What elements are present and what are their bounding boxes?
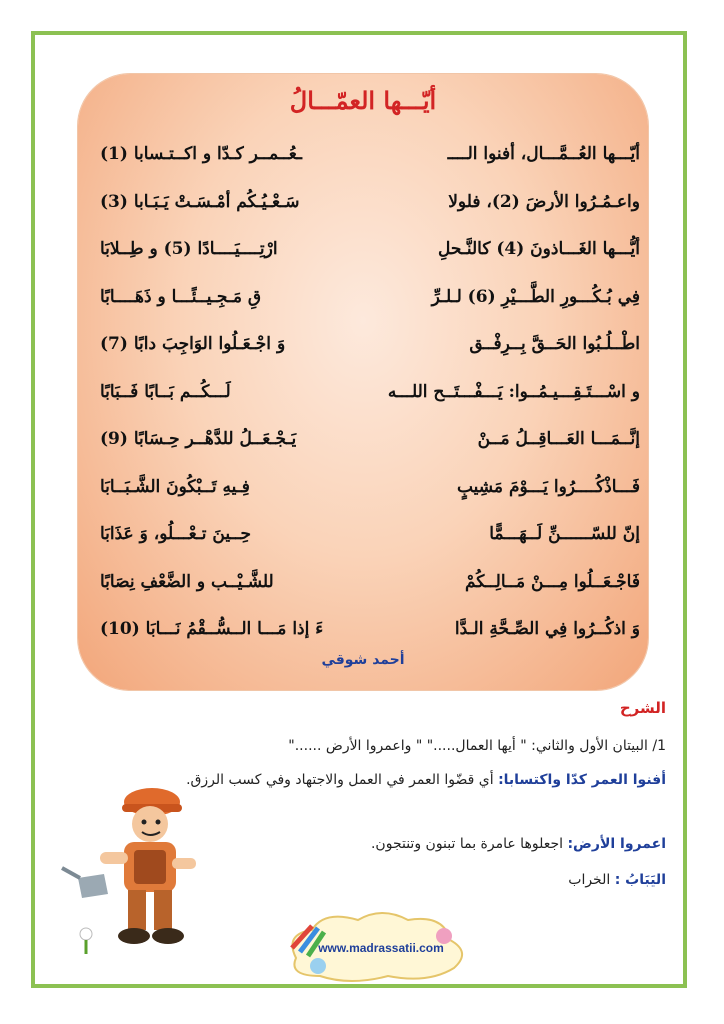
verse-line [100,287,640,317]
explanation-term: اليَبَابُ : [614,872,666,888]
verse-first-half: إنّ للسّــــــنِّ لَــهَـــمًّا [489,524,640,544]
verse-line [100,477,640,507]
verse-line [100,572,640,602]
verse-second-half: حِــينَ تـعْـــلُو، وَ عَذَابَا [100,524,251,544]
verse-second-half: لَـــكُــم بَــابًا فَــبَابًا [100,381,231,402]
worker-illustration [60,778,210,958]
verse-first-half: وَ اذكُــرُوا فِي الصِّـحَّةِ الـدَّا [454,619,640,639]
verse-second-half: وَ اجْـعَـلُوا الوَاجِبَ دابًا (7) [100,334,286,354]
verse-line [100,382,640,412]
verse-second-half: فِـيهِ تَــبْكُونَ الشَّـبَــابَا [100,476,250,497]
verse-first-half: فَـــاذْكُــــرُوا يَـــوْمَ مَشِيبٍ [456,476,640,497]
explanation-text: اجعلوها عامرة بما تبنون وتنتجون. [370,836,568,852]
verse-second-half: ءَ إذا مَـــا الــسُّــقْمُ نَـــابَا (10) [100,619,324,639]
explanation-term: أفنوا العمر كدّا واكتسابا: [498,772,666,788]
site-logo [278,906,474,986]
verse-second-half: للشَّـيْــب و الضَّعْفِ نِصَابًا [100,571,274,592]
verse-line [100,239,640,269]
verse-first-half: اطْــلُـبُوا الحَــقَّ بِــرِفْــق [469,334,640,354]
explanation-line1: 1/ البيتان الأول والثاني: " أيها العمال....." " واعمروا الأرض ......" [288,738,666,754]
verse-first-half: أيّـــها العُــمَّـــال، أفنوا الــــ [447,144,640,164]
verse-second-half: سَـعْـيُـكُم أمْـسَـتْ يَـبَـابا (3) [100,191,300,212]
verse-second-half: ـعُــمــر كـدّا و اكــتـسابا (1) [100,144,302,164]
verse-second-half: قِ مَـجِـيــئًـــا و ذَهَــــابًا [100,286,262,307]
verse-second-half: ارْتِــــيَــــادًا (5) و طِــلابَا [100,239,278,259]
poet-name: أحمد شوقي [321,652,405,668]
verse-first-half: أيُّـــها الغَـــاذونَ (4) كالنَّـحلِ [438,239,640,259]
verse-first-half: إنَّــمَـــا العَـــاقِــلُ مَــنْ [477,429,640,449]
verse-first-half: فِي بُـكُـــورِ الطَّـــيْرِ (6) لـلـرِّ [431,286,640,307]
verse-first-half: واعـمُـرُوا الأرضَ (2)، فلولا [448,191,640,212]
poem-title: أيّـــها العمّـــالُ [289,86,437,115]
verse-line [100,334,640,364]
verse-line [100,619,640,649]
explanation-text: أي قضّوا العمر في العمل والاجتهاد وفي كسب الرزق. [186,772,499,788]
verse-first-half: و اسْـــتَـقِـــيـمُــوا: يَـــفْـــتَــح اللـــه [387,381,640,402]
explanation-heading: الشرح [619,699,666,717]
verse-line [100,192,640,222]
logo-text: www.madrassatii.com [318,941,444,955]
verse-line [100,429,640,459]
explanation-text: الخراب [568,872,615,888]
verse-line [100,144,640,174]
verse-line [100,524,640,554]
explanation-term: اعمروا الأرض: [567,836,666,852]
verse-first-half: فَاجْـعَــلُوا مِـــنْ مَــالِــكُمْ [464,571,640,592]
verse-second-half: يَـجْـعَــلُ للدَّهْــر حِـسَابًا (9) [100,429,297,449]
